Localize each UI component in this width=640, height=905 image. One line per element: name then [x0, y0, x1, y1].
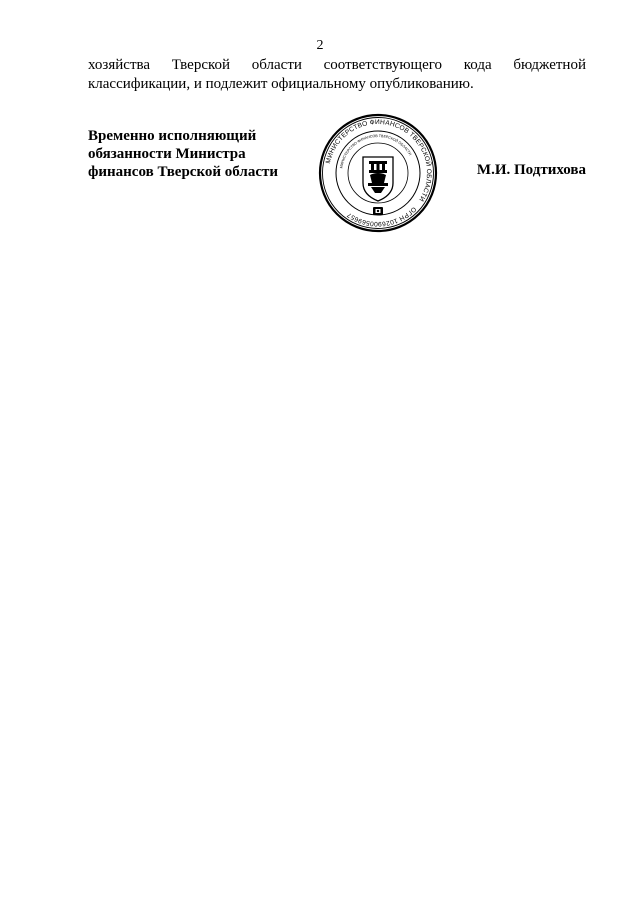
body-line-2: классификации, и подлежит официальному опубликованию. [88, 76, 474, 92]
signatory-title [88, 127, 318, 181]
signatory-title-line-3: финансов Тверской области [88, 164, 279, 180]
body-line-1: хозяйства Тверской области соответствующего кода бюджетной [88, 57, 586, 73]
seal-ogrn-text: ОГРН 1026900569657 [346, 205, 418, 228]
body-paragraph [88, 56, 586, 94]
signatory-title-line-1: Временно исполняющий [88, 128, 257, 144]
signer-name: М.И. Подтихова [476, 162, 586, 178]
page-number: 2 [316, 38, 324, 53]
seal-outer-text: МИНИСТЕРСТВО ФИНАНСОВ ТВЕРСКОЙ ОБЛАСТИ [324, 118, 433, 203]
seal-inner-text: МИНИСТЕРСТВО ФИНАНСОВ ТВЕРСКОЙ ОБЛАСТИ [339, 133, 413, 169]
coat-of-arms-emblem [363, 157, 393, 215]
official-seal [318, 113, 438, 233]
signatory-title-line-2: обязанности Министра [88, 146, 246, 162]
